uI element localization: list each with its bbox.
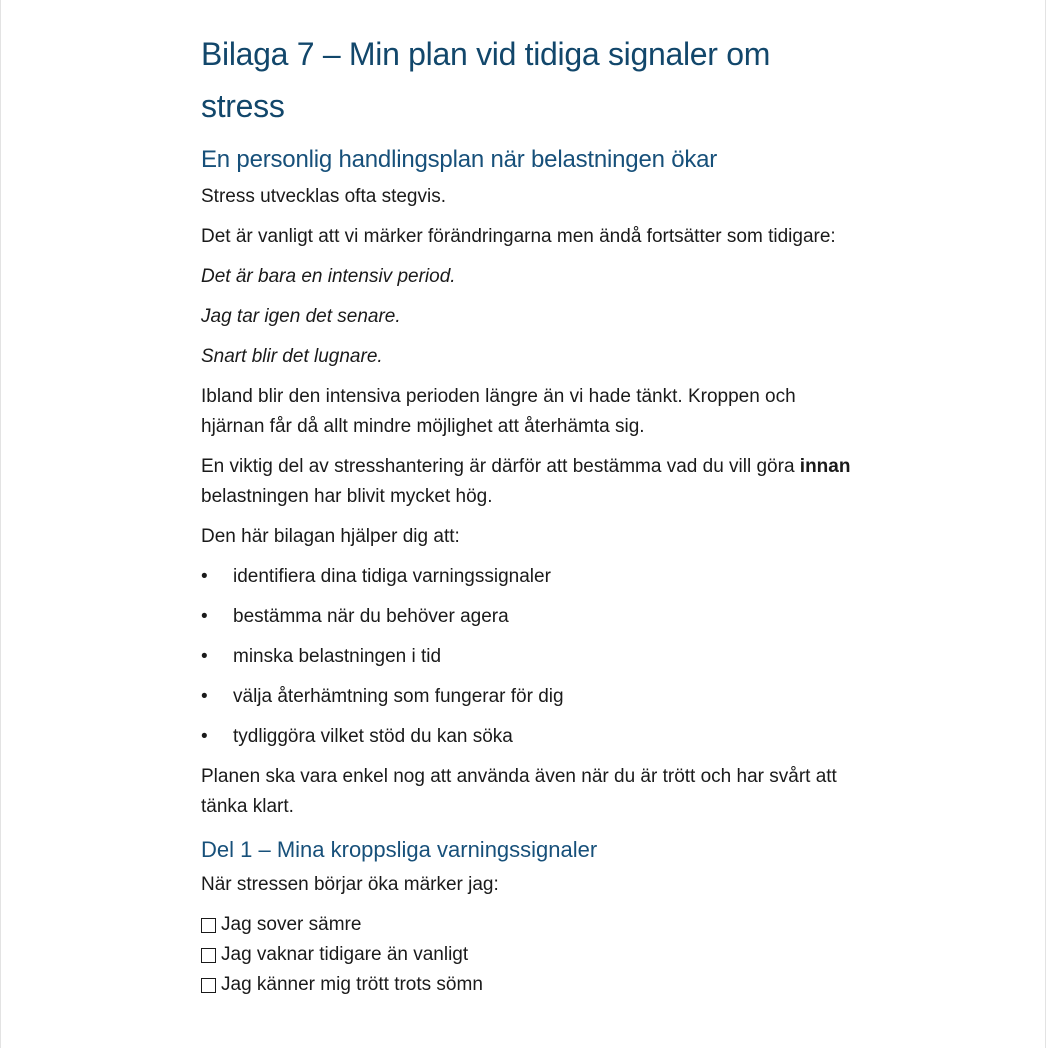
- paragraph-4-text-after: belastningen har blivit mycket hög.: [201, 486, 493, 507]
- checkbox-icon[interactable]: [201, 978, 216, 993]
- bullet-icon: •: [201, 566, 208, 587]
- checklist-item-label: Jag sover sämre: [221, 914, 362, 935]
- paragraph-4-text-before: En viktig del av stresshantering är därför att bestämma vad du vill göra: [201, 456, 795, 477]
- list-item-text: bestämma när du behöver agera: [233, 606, 509, 627]
- list-item: [201, 602, 851, 632]
- intro-paragraph-5: Den här bilagan hjälper dig att:: [201, 526, 460, 547]
- document-content: [201, 28, 851, 1000]
- list-item-text: identifiera dina tidiga varningssignaler: [233, 566, 551, 587]
- intro-paragraph-3: Ibland blir den intensiva perioden längre än vi hade tänkt. Kroppen och hjärnan får då allt mindre möjlighet att återhämta sig.: [201, 386, 796, 437]
- intro-paragraph-1: Stress utvecklas ofta stegvis.: [201, 186, 446, 207]
- checklist-item[interactable]: [201, 970, 851, 1000]
- page-title: Bilaga 7 – Min plan vid tidiga signaler om stress: [201, 36, 771, 124]
- list-item: [201, 642, 851, 672]
- page-subtitle: En personlig handlingsplan när belastningen ökar: [201, 146, 718, 173]
- intro-paragraph-2: Det är vanligt att vi märker förändringarna men ändå fortsätter som tidigare:: [201, 226, 836, 247]
- checklist-item-label: Jag känner mig trött trots sömn: [221, 974, 483, 995]
- list-item: [201, 562, 851, 592]
- emphasis-innan: innan: [799, 456, 851, 477]
- list-item: [201, 682, 851, 712]
- checkbox-icon[interactable]: [201, 948, 216, 963]
- bullet-icon: •: [201, 686, 208, 707]
- bullet-icon: •: [201, 606, 208, 627]
- warning-signal-checklist: [201, 910, 851, 1000]
- checklist-item[interactable]: [201, 910, 851, 940]
- intro-paragraph-4: [201, 452, 851, 512]
- list-item-text: välja återhämtning som fungerar för dig: [233, 686, 564, 707]
- quote-3: Snart blir det lugnare.: [201, 346, 383, 367]
- checklist-item[interactable]: [201, 940, 851, 970]
- list-item-text: minska belastningen i tid: [233, 646, 442, 667]
- checklist-item-label: Jag vaknar tidigare än vanligt: [221, 944, 469, 965]
- bullet-icon: •: [201, 646, 208, 667]
- quote-1: Det är bara en intensiv period.: [201, 266, 456, 287]
- intro-paragraph-6: Planen ska vara enkel nog att använda även när du är trött och har svårt att tänka klart.: [201, 766, 837, 817]
- checkbox-icon[interactable]: [201, 918, 216, 933]
- quote-2: Jag tar igen det senare.: [201, 306, 401, 327]
- purpose-list: [201, 562, 851, 752]
- list-item: [201, 722, 851, 752]
- part-1-lead: När stressen börjar öka märker jag:: [201, 874, 499, 895]
- section-heading-part-1: Del 1 – Mina kroppsliga varningssignaler: [201, 837, 598, 862]
- bullet-icon: •: [201, 726, 208, 747]
- list-item-text: tydliggöra vilket stöd du kan söka: [233, 726, 513, 747]
